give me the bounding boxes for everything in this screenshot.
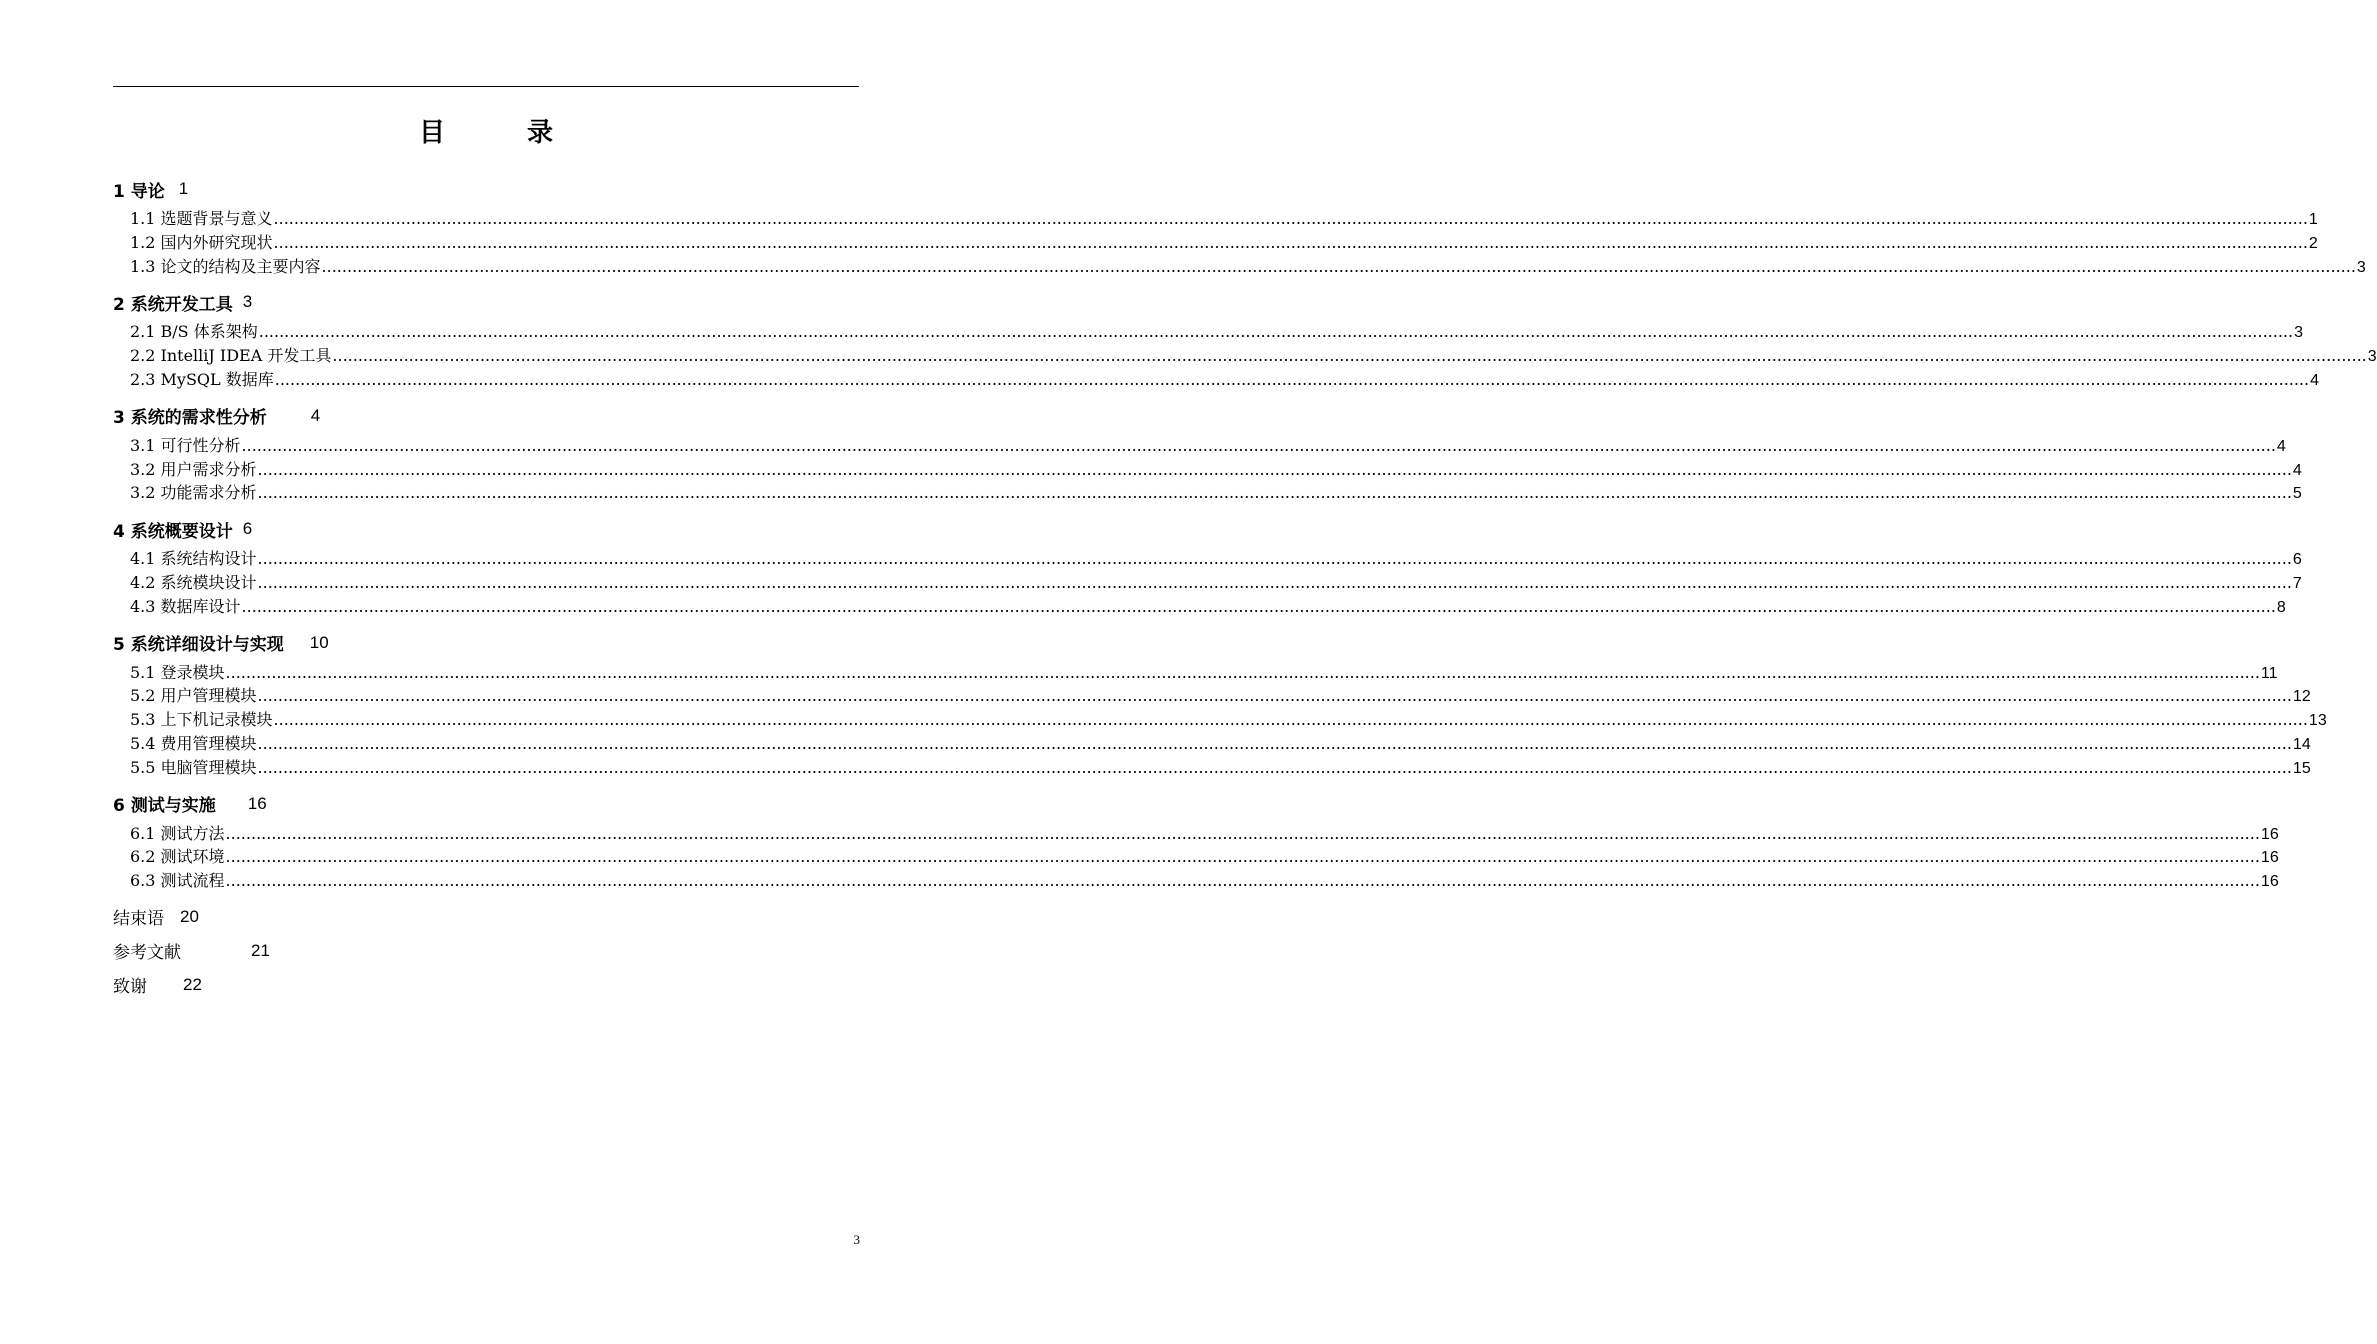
toc-entry-label: 3.1 可行性分析 (130, 435, 241, 455)
toc-entry (113, 433, 2286, 457)
toc-entry-label: 1.1 选题背景与意义 (130, 209, 273, 228)
toc-leader-dots: ................................................................................................................................................................................................................................................................................................................................................................................................................ (258, 322, 2294, 342)
toc-entry (113, 546, 2302, 570)
toc-leader-dots: ................................................................................................................................................................................................................................................................................................................................................................................................................ (257, 572, 2292, 592)
toc-leader-dots: ................................................................................................................................................................................................................................................................................................................................................................................................................ (257, 757, 2292, 777)
toc-entry-page: 1 (2308, 211, 2318, 228)
toc-leader-dots: ................................................................................................................................................................................................................................................................................................................................................................................................................ (225, 823, 2260, 843)
toc-entry-label: 6.2 测试环境 (130, 847, 225, 867)
toc-entry-page: 14 (2292, 735, 2311, 753)
toc-entry (113, 868, 2279, 892)
toc-entry (113, 367, 2320, 391)
toc-entry-label: 1.3 论文的结构及主要内容 (130, 256, 321, 276)
toc-chapter-label: 2 系统开发工具 (113, 294, 233, 315)
toc-entry-page: 15 (2292, 759, 2311, 777)
toc-entry-label: 1.2 国内外研究现状 (130, 232, 273, 252)
toc-backmatter-label: 致谢 (113, 977, 147, 998)
toc-leader-dots: ................................................................................................................................................................................................................................................................................................................................................................................................................ (273, 710, 2308, 730)
toc-entry-page: 13 (2308, 712, 2327, 730)
toc-leader-dots: ................................................................................................................................................................................................................................................................................................................................................................................................................ (257, 549, 2292, 569)
toc-leader-dots: ................................................................................................................................................................................................................................................................................................................................................................................................................ (274, 369, 2310, 389)
toc-chapter-label: 5 系统详细设计与实现 (113, 635, 284, 656)
toc-leader-dots: ................................................................................................................................................................................................................................................................................................................................................................................................................ (225, 847, 2260, 867)
toc-entry-label: 5.3 上下机记录模块 (130, 710, 273, 730)
toc-backmatter-label: 参考文献 (113, 943, 181, 964)
toc-entry-page: 2 (2308, 234, 2318, 252)
toc-entry (113, 755, 2311, 779)
toc-backmatter-page: 20 (180, 906, 199, 926)
toc-entry (113, 480, 2302, 504)
toc-entry (113, 230, 2318, 254)
toc-leader-dots: ................................................................................................................................................................................................................................................................................................................................................................................................................ (273, 232, 2308, 252)
toc-chapter-page: 10 (309, 632, 329, 652)
toc-leader-dots: ................................................................................................................................................................................................................................................................................................................................................................................................................ (321, 256, 2356, 276)
toc-entry-label: 4.3 数据库设计 (130, 596, 241, 616)
toc-entry (113, 683, 2311, 707)
toc-entry-label: 5.1 登录模块 (130, 662, 225, 682)
toc-entry-page: 7 (2292, 574, 2302, 592)
toc-entry-page: 16 (2260, 849, 2279, 867)
toc-entry-page: 4 (2310, 371, 2320, 389)
toc-entry-label: 5.4 费用管理模块 (130, 733, 257, 753)
toc-chapter (113, 172, 859, 206)
header-rule (113, 86, 859, 87)
toc-entry-label: 5.5 电脑管理模块 (130, 757, 257, 777)
footer-page-number: 3 (853, 1232, 860, 1247)
toc-backmatter (113, 934, 859, 968)
toc-leader-dots: ................................................................................................................................................................................................................................................................................................................................................................................................................ (273, 209, 2308, 228)
toc-chapter (113, 787, 859, 821)
toc-entry (113, 206, 2318, 230)
toc-leader-dots: ................................................................................................................................................................................................................................................................................................................................................................................................................ (241, 596, 2276, 616)
toc-chapter-label: 1 导论 (113, 181, 165, 202)
toc-entry (113, 660, 2278, 684)
toc-entry-label: 6.3 测试流程 (130, 871, 225, 891)
toc-chapter-label: 6 测试与实施 (113, 796, 216, 817)
toc-entry-page: 3 (2356, 258, 2366, 276)
toc-chapter-label: 4 系统概要设计 (113, 521, 233, 542)
toc-backmatter-label: 结束语 (113, 909, 164, 930)
toc-entry-label: 2.2 IntelliJ IDEA 开发工具 (130, 346, 332, 366)
toc-entry-page: 16 (2260, 873, 2279, 891)
toc-leader-dots: ................................................................................................................................................................................................................................................................................................................................................................................................................ (332, 346, 2367, 366)
toc-chapter (113, 626, 859, 660)
toc-entry (113, 319, 2304, 343)
toc-entry-page: 16 (2260, 825, 2279, 843)
toc-entry-page: 12 (2292, 688, 2311, 706)
toc-leader-dots: ................................................................................................................................................................................................................................................................................................................................................................................................................ (257, 483, 2292, 503)
toc-entry-page: 6 (2292, 551, 2302, 569)
toc-chapter (113, 399, 859, 433)
toc-entry (113, 731, 2311, 755)
toc-entry-label: 4.2 系统模块设计 (130, 572, 257, 592)
toc-leader-dots: ................................................................................................................................................................................................................................................................................................................................................................................................................ (241, 435, 2276, 455)
toc-entry-page: 11 (2260, 664, 2278, 682)
toc-leader-dots: ................................................................................................................................................................................................................................................................................................................................................................................................................ (225, 662, 2260, 682)
toc-backmatter (113, 968, 859, 1002)
toc-entry-page: 3 (2294, 324, 2304, 342)
toc-entry-label: 6.1 测试方法 (130, 823, 225, 843)
toc-backmatter (113, 900, 859, 934)
toc-backmatter-page: 22 (183, 974, 202, 994)
toc-chapter-page: 4 (310, 405, 321, 425)
toc-entry (113, 844, 2279, 868)
toc-entry-page: 4 (2276, 437, 2286, 455)
toc-entry (113, 821, 2279, 845)
toc-chapter-label: 3 系统的需求性分析 (113, 408, 267, 429)
toc-chapter-page: 3 (242, 292, 253, 312)
table-of-contents (113, 172, 2377, 1002)
toc-leader-dots: ................................................................................................................................................................................................................................................................................................................................................................................................................ (257, 459, 2292, 479)
toc-entry-page: 5 (2292, 485, 2302, 503)
toc-entry-label: 3.2 用户需求分析 (130, 459, 257, 479)
toc-entry (113, 457, 2302, 481)
toc-entry (113, 343, 2377, 367)
toc-chapter-page: 16 (247, 793, 267, 813)
toc-entry (113, 594, 2286, 618)
toc-chapter (113, 512, 859, 546)
toc-entry (113, 254, 2366, 278)
toc-entry (113, 570, 2302, 594)
page-title: 目 录 (418, 118, 581, 148)
toc-entry-label: 2.3 MySQL 数据库 (130, 369, 274, 389)
toc-entry-page: 3 (2367, 348, 2377, 366)
toc-entry-label: 3.2 功能需求分析 (130, 483, 257, 503)
toc-chapter-page: 1 (178, 179, 189, 198)
toc-leader-dots: ................................................................................................................................................................................................................................................................................................................................................................................................................ (257, 686, 2292, 706)
toc-backmatter-page: 21 (251, 940, 270, 960)
toc-chapter-page: 6 (242, 519, 253, 539)
toc-leader-dots: ................................................................................................................................................................................................................................................................................................................................................................................................................ (257, 733, 2292, 753)
toc-entry-label: 5.2 用户管理模块 (130, 686, 257, 706)
toc-entry-label: 2.1 B/S 体系架构 (130, 322, 258, 342)
toc-entry (113, 707, 2327, 731)
toc-entry-label: 4.1 系统结构设计 (130, 549, 257, 569)
toc-chapter (113, 285, 859, 319)
toc-entry-page: 4 (2292, 461, 2302, 479)
toc-entry-page: 8 (2276, 598, 2286, 616)
toc-leader-dots: ................................................................................................................................................................................................................................................................................................................................................................................................................ (225, 871, 2260, 891)
